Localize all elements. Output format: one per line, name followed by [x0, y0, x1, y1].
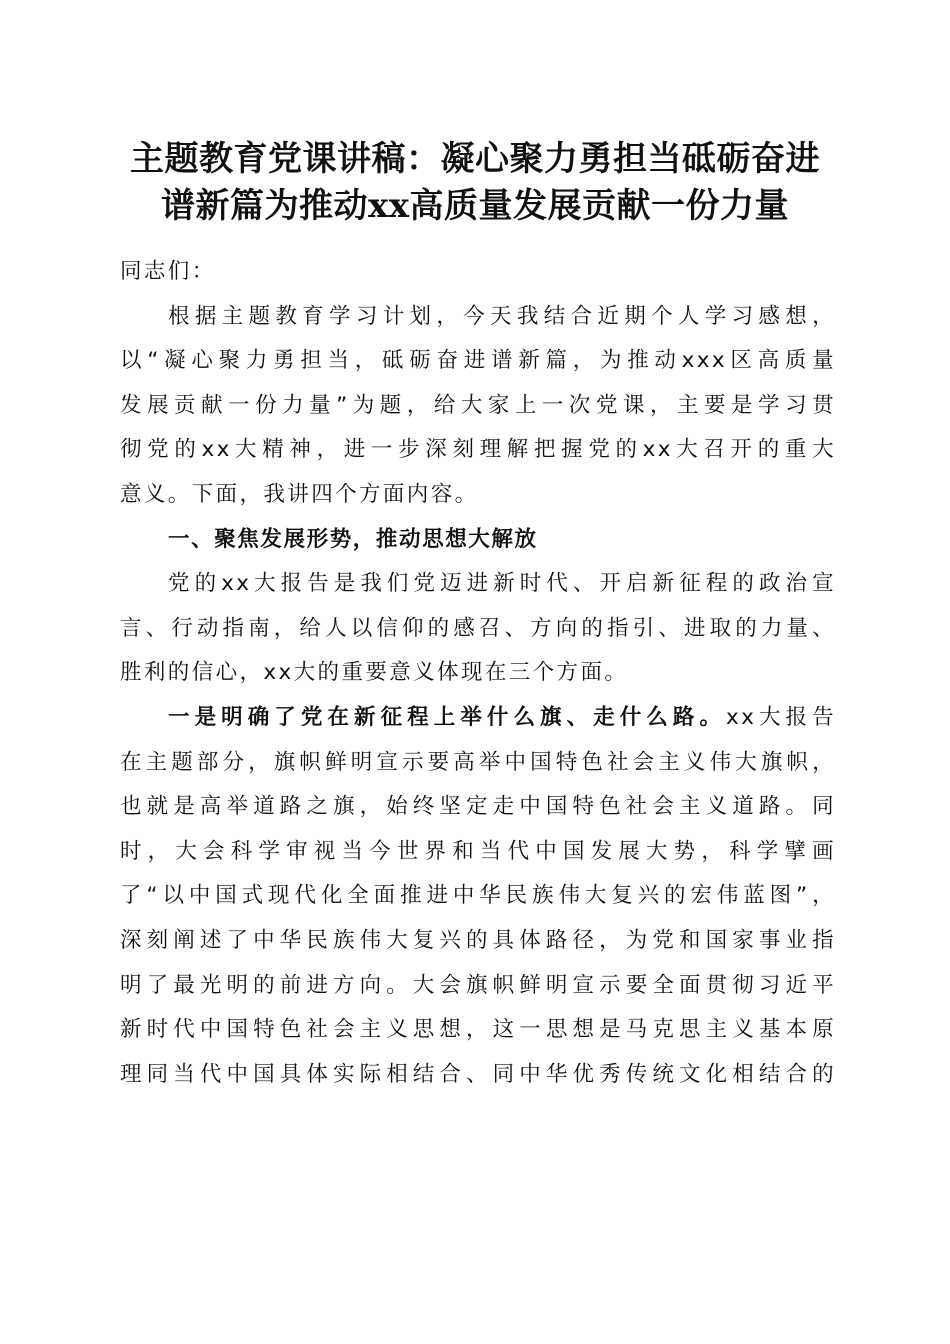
intro-line: 以“凝心聚力勇担当，砥砺奋进谱新篇，为推动xxx区高质量: [120, 348, 836, 374]
section-heading-text: 一、聚焦发展形势，推动思想大解放: [168, 526, 538, 552]
paragraph-line: 明了最光明的前进方向。大会旗帜鲜明宣示要全面贯彻习近平: [120, 972, 836, 998]
paragraph-line: [120, 696, 836, 741]
paragraph-line-rest: xx大报告: [726, 704, 836, 730]
paragraph-line: 在主题部分，旗帜鲜明宣示要高举中国特色社会主义伟大旗帜，: [120, 749, 836, 775]
document-title: [100, 136, 850, 230]
intro-line: 发展贡献一份力量”为题，给大家上一次党课，主要是学习贯: [120, 392, 836, 418]
paragraph-line: 也就是高举道路之旗，始终坚定走中国特色社会主义道路。同: [120, 794, 836, 820]
paragraph-1: [120, 562, 836, 696]
paragraph-line: 新时代中国特色社会主义思想，这一思想是马克思主义基本原: [120, 1017, 836, 1043]
section-heading: [120, 518, 836, 563]
intro-line: 彻党的xx大精神，进一步深刻理解把握党的xx大召开的重大: [120, 437, 836, 463]
salutation-text: 同志们：: [120, 259, 216, 284]
paragraph-line: 理同当代中国具体实际相结合、同中华优秀传统文化相结合的: [120, 1061, 836, 1087]
intro-line: 根据主题教育学习计划，今天我结合近期个人学习感想，: [168, 303, 836, 329]
paragraph-line: 深刻阐述了中华民族伟大复兴的具体路径，为党和国家事业指: [120, 927, 836, 953]
paragraph-line: 党的xx大报告是我们党迈进新时代、开启新征程的政治宣: [168, 571, 836, 597]
paragraph-line: 了“以中国式现代化全面推进中华民族伟大复兴的宏伟蓝图”，: [120, 883, 836, 909]
paragraph-line: 时，大会科学审视当今世界和当代中国发展大势，科学擘画: [120, 838, 836, 864]
paragraph-2: [120, 696, 836, 1097]
intro-line: 意义。下面，我讲四个方面内容。: [120, 481, 479, 507]
paragraph-line: 言、行动指南，给人以信仰的感召、方向的指引、进取的力量、: [120, 615, 836, 641]
document-body: [120, 250, 836, 1097]
salutation: [120, 250, 836, 295]
title-line-2: 谱新篇为推动xx高质量发展贡献一份力量: [160, 186, 790, 226]
paragraph-line: 胜利的信心，xx大的重要意义体现在三个方面。: [120, 660, 629, 686]
title-line-1: 主题教育党课讲稿：凝心聚力勇担当砥砺奋进: [130, 139, 820, 179]
intro-paragraph: [120, 295, 836, 518]
paragraph-lead-sentence: 一是明确了党在新征程上举什么旗、走什么路。: [168, 704, 727, 730]
